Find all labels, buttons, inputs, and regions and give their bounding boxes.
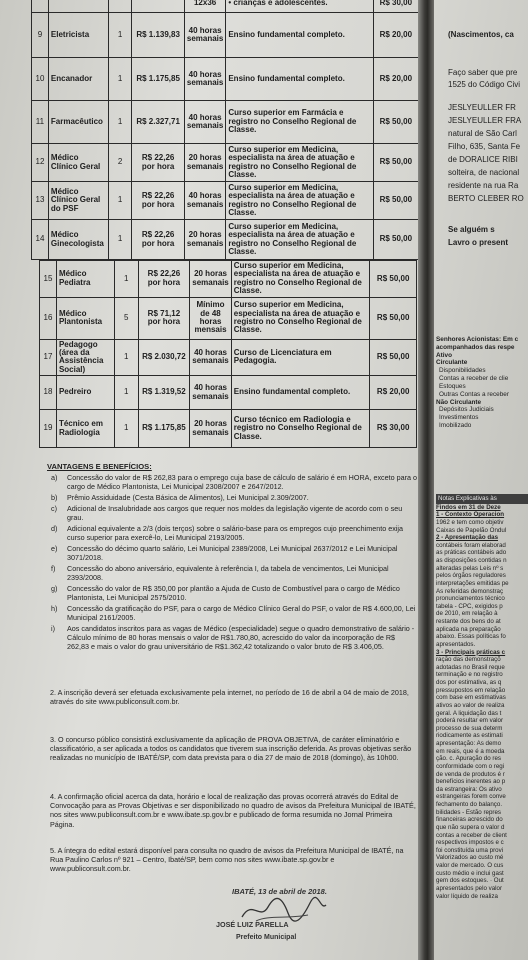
benefit-letter: d) — [51, 524, 58, 534]
balance-entry: Disponibilidades — [439, 367, 486, 375]
salary-cell: R$ 1.319,52 — [138, 376, 190, 410]
fee-cell: R$ 30,00 — [370, 410, 417, 448]
notes-header: Notas Explicativas às — [436, 494, 528, 504]
job-title-cell: Médico Clínico Geral do PSF — [48, 182, 108, 220]
balance-intro: Senhores Acionistas: Em c acompanhados das respe — [436, 336, 519, 351]
job-title-cell: Eletricista — [48, 13, 108, 58]
notes-line: aplicada na preparação — [436, 625, 501, 633]
right-page-line: BERTO CLEBER RO — [448, 194, 524, 203]
notes-line: financeiras acrescido do — [436, 816, 503, 824]
notes-line: gem dos estoques. · Out — [436, 877, 504, 885]
notes-line: riodicamente as estimati — [436, 732, 503, 740]
fee-cell: R$ 50,00 — [373, 144, 418, 182]
benefit-letter: f) — [51, 564, 56, 574]
workload-cell: 40 horas semanais — [184, 182, 225, 220]
notes-line: benefícios inerentes ao p — [436, 778, 506, 786]
benefits-title: VANTAGENS E BENEFÍCIOS: — [47, 462, 152, 471]
table-row — [32, 0, 419, 13]
benefit-letter: h) — [51, 604, 58, 614]
notes-line: com base em estimativas — [436, 694, 506, 702]
notes-line: bilidades - Estão repres — [436, 808, 502, 816]
benefit-text: Prêmio Assiduidade (Cesta Básica de Alimentos), Lei Municipal 2.309/2007. — [67, 493, 309, 503]
balance-entry: Investimentos — [439, 414, 479, 422]
fee-cell: R$ 50,00 — [370, 261, 417, 298]
notes-line: estrangeiras forem conve — [436, 793, 506, 801]
job-title-cell: Técnico em Radiologia — [56, 410, 114, 448]
notes-line: alteradas pelas Leis nº s — [436, 564, 504, 572]
notes-line: Caixas de Papelão Ondul — [436, 526, 507, 534]
row-number-cell: 19 — [40, 410, 57, 448]
benefits-section — [47, 462, 417, 653]
requirement-cell: Curso superior em Medicina, especialista na área de atuação e registro no Conselho Regional de Classe. — [226, 182, 373, 220]
notes-line: ração das demonstraçõ — [436, 656, 501, 664]
vacancies-cell: 5 — [114, 297, 138, 339]
right-page-line: Lavro o present — [448, 238, 509, 247]
salary-cell: R$ 2.327,71 — [132, 101, 184, 144]
salary-cell: R$ 2.030,72 — [138, 339, 190, 376]
notes-line: As referidas demonstraç — [436, 587, 504, 595]
job-title-cell: Médico Clínico Geral — [48, 144, 108, 182]
jobs-table-bottom — [39, 260, 417, 448]
page-fold — [418, 0, 434, 960]
workload-cell: 40 horas semanais — [190, 339, 231, 376]
notes-line: abaixo. Essas políticas fo — [436, 633, 506, 641]
vacancies-cell: 1 — [108, 58, 132, 101]
table-row — [40, 339, 417, 376]
notes-line: contas a receber de client — [436, 831, 507, 839]
balance-entry: Estoques — [439, 382, 466, 390]
notes-line: interpretações emitidas pe — [436, 579, 509, 587]
table-row — [32, 58, 419, 101]
row-number-cell: 12 — [32, 144, 49, 182]
signatory-name: JOSÉ LUIZ PARELLA — [216, 920, 289, 929]
table-row — [40, 410, 417, 448]
workload-cell: 20 horas semanais — [184, 220, 225, 260]
table-row — [32, 101, 419, 144]
notes-line: custo médio e inclui gast — [436, 869, 504, 877]
row-number-cell: 11 — [32, 101, 49, 144]
requirement-cell: • crianças e adolescentes. — [226, 0, 373, 13]
balance-entry: Contas a receber de clie — [439, 375, 509, 383]
salary-cell: R$ 71,12 por hora — [138, 297, 190, 339]
requirement-cell: Ensino fundamental completo. — [231, 376, 370, 410]
requirement-cell: Ensino fundamental completo. — [226, 13, 373, 58]
balance-sheet-excerpt — [436, 336, 528, 430]
vacancies-cell: 2 — [108, 144, 132, 182]
job-title-cell: Encanador — [48, 58, 108, 101]
signatory-role: Prefeito Municipal — [236, 934, 297, 941]
right-page-line: natural de São Carl — [448, 129, 517, 138]
workload-cell: 40 horas semanais — [184, 58, 225, 101]
benefit-item — [47, 524, 417, 542]
notes-line: ção. c. Apuração do res — [436, 755, 502, 763]
job-title-cell: Médico Ginecologista — [48, 220, 108, 260]
right-page-line: Faço saber que pre — [448, 68, 518, 77]
balance-entry: Imobilizado — [439, 421, 472, 429]
benefit-text: Adicional equivalente a 2/3 (dois terços) sobre o salário-base para os empregos cujo preenchimento exija curso superior para exercê-lo, Lei Municipal 2193/2005. — [67, 524, 404, 543]
notes-line: de venda de produtos é r — [436, 770, 505, 778]
right-page-line: residente na rua Ra — [448, 181, 519, 190]
row-number-cell: 9 — [32, 13, 49, 58]
salary-cell: R$ 1.175,85 — [132, 58, 184, 101]
job-title-cell: Médico Pediatra — [56, 261, 114, 298]
fee-cell: R$ 20,00 — [370, 376, 417, 410]
notes-line: as disposições contidas n — [436, 557, 507, 564]
balance-entry: Ativo — [436, 351, 452, 359]
requirement-cell: Curso técnico em Radiologia e registro no Conselho Regional de Classe. — [231, 410, 370, 448]
salary-cell: R$ 22,26 por hora — [132, 220, 184, 260]
fee-cell: R$ 50,00 — [373, 182, 418, 220]
explanatory-notes — [436, 494, 528, 900]
workload-cell: 20 horas semanais — [190, 410, 231, 448]
vacancies-cell: 1 — [114, 410, 138, 448]
notes-line: apresentação: As demo — [436, 740, 502, 747]
balance-entry: Circulante — [436, 359, 468, 367]
benefit-text: Concessão do valor de R$ 350,00 por plantão a Ajuda de Custo de Combustível para o cargo de Médico Plantonista, Lei Municipal 2575/2010. — [67, 584, 400, 603]
notes-line: 1 - Contexto Operacion — [436, 511, 505, 519]
job-title-cell: Médico Plantonista — [56, 297, 114, 339]
notes-line: apresentados. — [436, 640, 476, 648]
job-title-cell: Pedreiro — [56, 376, 114, 410]
workload-cell: 40 horas semanais — [184, 101, 225, 144]
job-title-cell: Farmacêutico — [48, 101, 108, 144]
row-number-cell: 18 — [40, 376, 57, 410]
notes-line: pelos órgãos reguladores — [436, 572, 506, 580]
notes-line: apresentados pelo valor — [436, 884, 503, 892]
benefit-letter: c) — [51, 504, 57, 514]
right-page-line: Se alguém s — [448, 225, 495, 234]
notes-line: geral. A liquidação das t — [436, 709, 502, 717]
benefit-item — [47, 544, 417, 562]
right-page-line: de DORALICE RIBI — [448, 155, 518, 164]
salary-cell: R$ 22,26 por hora — [138, 261, 190, 298]
notes-line: foi constituída uma provi — [436, 846, 504, 854]
notes-lines — [436, 511, 528, 900]
vacancies-cell: 1 — [108, 13, 132, 58]
table-row — [32, 182, 419, 220]
vacancies-cell: 1 — [114, 339, 138, 376]
notes-line: Valorizados ao custo mé — [436, 854, 504, 862]
vacancies-cell: 1 — [108, 101, 132, 144]
notes-line: valor de mercado. O cus — [436, 862, 504, 869]
paragraph-full-edital: 5. A íntegra do edital estará disponível para consulta no quadro de avisos da Prefeitura Municipal de IBATÉ, na Rua Paulino Carlos nº 921 – Centro, Ibaté/SP, bem como nos sites www.ibate.sp.gov.br e www.publiconsult.com.br. — [50, 846, 404, 874]
requirement-cell: Curso superior em Medicina, especialista na área de atuação e registro no Conselho Regional de Classe. — [231, 297, 370, 339]
jobs-table-top — [31, 0, 419, 260]
notes-line: da estrangeira: Os ativo — [436, 785, 502, 793]
notes-line: que não supera o valor d — [436, 823, 505, 831]
salary-cell: R$ 1.175,85 — [138, 410, 190, 448]
right-page-line: (Nascimentos, ca — [448, 30, 514, 39]
notes-line: poderá resultar em valor — [436, 717, 504, 725]
notes-line: contábeis foram elaborad — [436, 541, 506, 549]
balance-entry: Outras Contas a receber — [439, 390, 509, 398]
benefit-letter: e) — [51, 544, 58, 554]
row-number-cell: 16 — [40, 297, 57, 339]
notes-line: 2 - Apresentação das — [436, 534, 499, 542]
balance-entry: Não Circulante — [436, 398, 482, 406]
vacancies-cell: 1 — [114, 376, 138, 410]
benefit-item — [47, 604, 417, 622]
notes-line: tabela - CPC, exigidos p — [436, 602, 503, 610]
benefit-text: Concessão da gratificação do PSF, para o cargo de Médico Clínico Geral do PSF, o valor de R$ 4.600,00, Lei Municipal 2161/2005. — [67, 604, 416, 623]
notes-line: conformidade com o regi — [436, 762, 505, 770]
requirement-cell: Curso superior em Farmácia e registro no Conselho Regional de Classe. — [226, 101, 373, 144]
benefit-letter: b) — [51, 493, 58, 503]
right-page-line: JESLYEULLER FR — [448, 103, 516, 112]
requirement-cell: Curso superior em Medicina, especialista na área de atuação e registro no Conselho Regional de Classe. — [226, 220, 373, 260]
notes-line: fechamento do balanço. — [436, 801, 503, 808]
benefits-list — [47, 473, 417, 651]
vacancies-cell: 1 — [108, 220, 132, 260]
row-number-cell: 15 — [40, 261, 57, 298]
row-number-cell: 17 — [40, 339, 57, 376]
paragraph-registration: 2. A inscrição deverá ser efetuada exclusivamente pela internet, no período de 16 de abril a 04 de maio de 2018, através do site www.publiconsult.com.br. — [50, 688, 409, 707]
right-page-line: solteira, de nacional — [448, 168, 520, 177]
workload-cell: Mínimo de 48 horas mensais — [190, 297, 231, 339]
requirement-cell: Ensino fundamental completo. — [226, 58, 373, 101]
notes-line: dos por estimativa, as q — [436, 679, 502, 686]
notes-line: processo de sua determ — [436, 724, 503, 732]
benefit-letter: i) — [51, 624, 55, 634]
workload-cell: 40 horas semanais — [184, 13, 225, 58]
benefit-letter: g) — [51, 584, 58, 594]
notes-line: 1962 e tem como objetiv — [436, 518, 504, 526]
requirement-cell: Curso de Licenciatura em Pedagogia. — [231, 339, 370, 376]
table-row — [32, 220, 419, 260]
balance-entries — [436, 352, 528, 430]
fee-cell: R$ 20,00 — [373, 58, 418, 101]
balance-entry: Depósitos Judiciais — [439, 406, 494, 414]
table-row — [40, 261, 417, 298]
notes-line: ativos ao valor de realiza — [436, 701, 505, 709]
row-number-cell: 10 — [32, 58, 49, 101]
paragraph-confirmation: 4. A confirmação oficial acerca da data, horário e local de realização das provas ocorrerá através do Edital de Convocação para as Provas Objetivas e ser disponibilizado no quadro de avisos da Prefeitura Municipal de IBATÉ, nos sites www.publiconsult.com.br e www.ibate.sp.gov.br e publicado de forma resumida no Jornal Primeira Página. — [50, 792, 416, 829]
row-number-cell: 13 — [32, 182, 49, 220]
workload-cell: 40 horas semanais — [190, 376, 231, 410]
row-number-cell: 14 — [32, 220, 49, 260]
paragraph-exam: 3. O concurso público consistirá exclusivamente da aplicação de PROVA OBJETIVA, de caráter eliminatório e classificatório, a ser aplicada a todos os candidatos que tiverem sua inscrição deferida. As provas objetivas serão realizadas no município de IBATÉ/SP, com data prevista para o dia 27 de maio de 2018 (domingo), às 10h00. — [50, 735, 412, 763]
requirement-cell: Curso superior em Medicina, especialista na área de atuação e registro no Conselho Regional de Classe. — [231, 261, 370, 298]
benefit-item — [47, 473, 417, 491]
salary-cell: R$ 1.139,83 — [132, 13, 184, 58]
fee-cell: R$ 50,00 — [373, 101, 418, 144]
benefit-item — [47, 504, 417, 522]
notes-line: de 2010, em relação à — [436, 610, 498, 618]
fee-cell: R$ 20,00 — [373, 13, 418, 58]
notes-line: 3 - Principais práticas c — [436, 648, 506, 656]
benefit-item — [47, 624, 417, 651]
benefit-text: Concessão do valor de R$ 262,83 para o emprego cuja base de cálculo de salário é em HORA, exceto para o cargo de Médico Plantonista, Lei Municipal 2308/2007 e 2647/2012. — [67, 473, 417, 492]
notes-line: respectivos impostos e c — [436, 839, 504, 847]
vacancies-cell: 1 — [114, 261, 138, 298]
right-page-line: JESLYEULLER FRA — [448, 116, 522, 125]
notes-line: restante dos bens do at — [436, 618, 501, 625]
notes-line: valor líquido de realiza — [436, 892, 498, 900]
table-row — [40, 376, 417, 410]
benefit-text: Aos candidatos inscritos para as vagas de Médico (especialidade) segue o quadro demonstrativo de salário - Cálculo mínimo de 80 horas mensais o valor de R$1.780,80, acrescido do valor da incorporação de R$ 262,83 e mais o valor do grau universitário de R$1.362,42 totalizando o valor bruto de R$ 3.406,05. — [67, 624, 415, 652]
notes-line: pronunciamentos técnico — [436, 595, 505, 603]
workload-cell: 20 horas semanais — [184, 144, 225, 182]
table-row — [32, 13, 419, 58]
salary-cell: R$ 22,26 por hora — [132, 182, 184, 220]
fee-cell: R$ 50,00 — [373, 220, 418, 260]
fee-cell: R$ 50,00 — [370, 339, 417, 376]
notes-line: terminação e no registro — [436, 671, 503, 679]
benefit-text: Adicional de Insalubridade aos cargos que requer nos moldes da legislação vigente de acordo com o seu grau. — [67, 504, 403, 523]
salary-cell: R$ 22,26 por hora — [132, 144, 184, 182]
fee-cell: R$ 30,00 — [373, 0, 418, 13]
vacancies-cell: 1 — [108, 182, 132, 220]
right-page-line: Filho, 635, Santa Fe — [448, 142, 521, 151]
notes-line: em reais, que é a moeda — [436, 747, 505, 755]
table-row — [32, 144, 419, 182]
notes-line: as práticas contábeis ado — [436, 549, 507, 557]
benefit-item — [47, 564, 417, 582]
table-row — [40, 297, 417, 339]
benefit-letter: a) — [51, 473, 58, 483]
benefit-text: Concessão do décimo quarto salário, Lei Municipal 2389/2008, Lei Municipal 2637/2012 e Lei Municipal 3071/2018. — [67, 544, 398, 563]
signature-place-date: IBATÉ, 13 de abril de 2018. — [232, 887, 327, 896]
job-title-cell: Pedagogo (área da Assistência Social) — [56, 339, 114, 376]
benefit-text: Concessão do abono aniversário, equivalente à referência I, da tabela de vencimentos, Lei Municipal 2393/2008. — [67, 564, 389, 583]
notes-line: adotadas no Brasil reque — [436, 663, 505, 671]
fee-cell: R$ 50,00 — [370, 297, 417, 339]
notes-subheader: Findos em 31 de Deze — [436, 503, 501, 511]
right-page-line: 1525 do Código Civi — [448, 80, 521, 89]
notes-line: pressupostos em relação — [436, 686, 506, 694]
hours-cell: 12x36 — [184, 0, 225, 13]
benefit-item — [47, 584, 417, 602]
workload-cell: 20 horas semanais — [190, 261, 231, 298]
benefit-item — [47, 493, 417, 502]
requirement-cell: Curso superior em Medicina, especialista na área de atuação e registro no Conselho Regional de Classe. — [226, 144, 373, 182]
